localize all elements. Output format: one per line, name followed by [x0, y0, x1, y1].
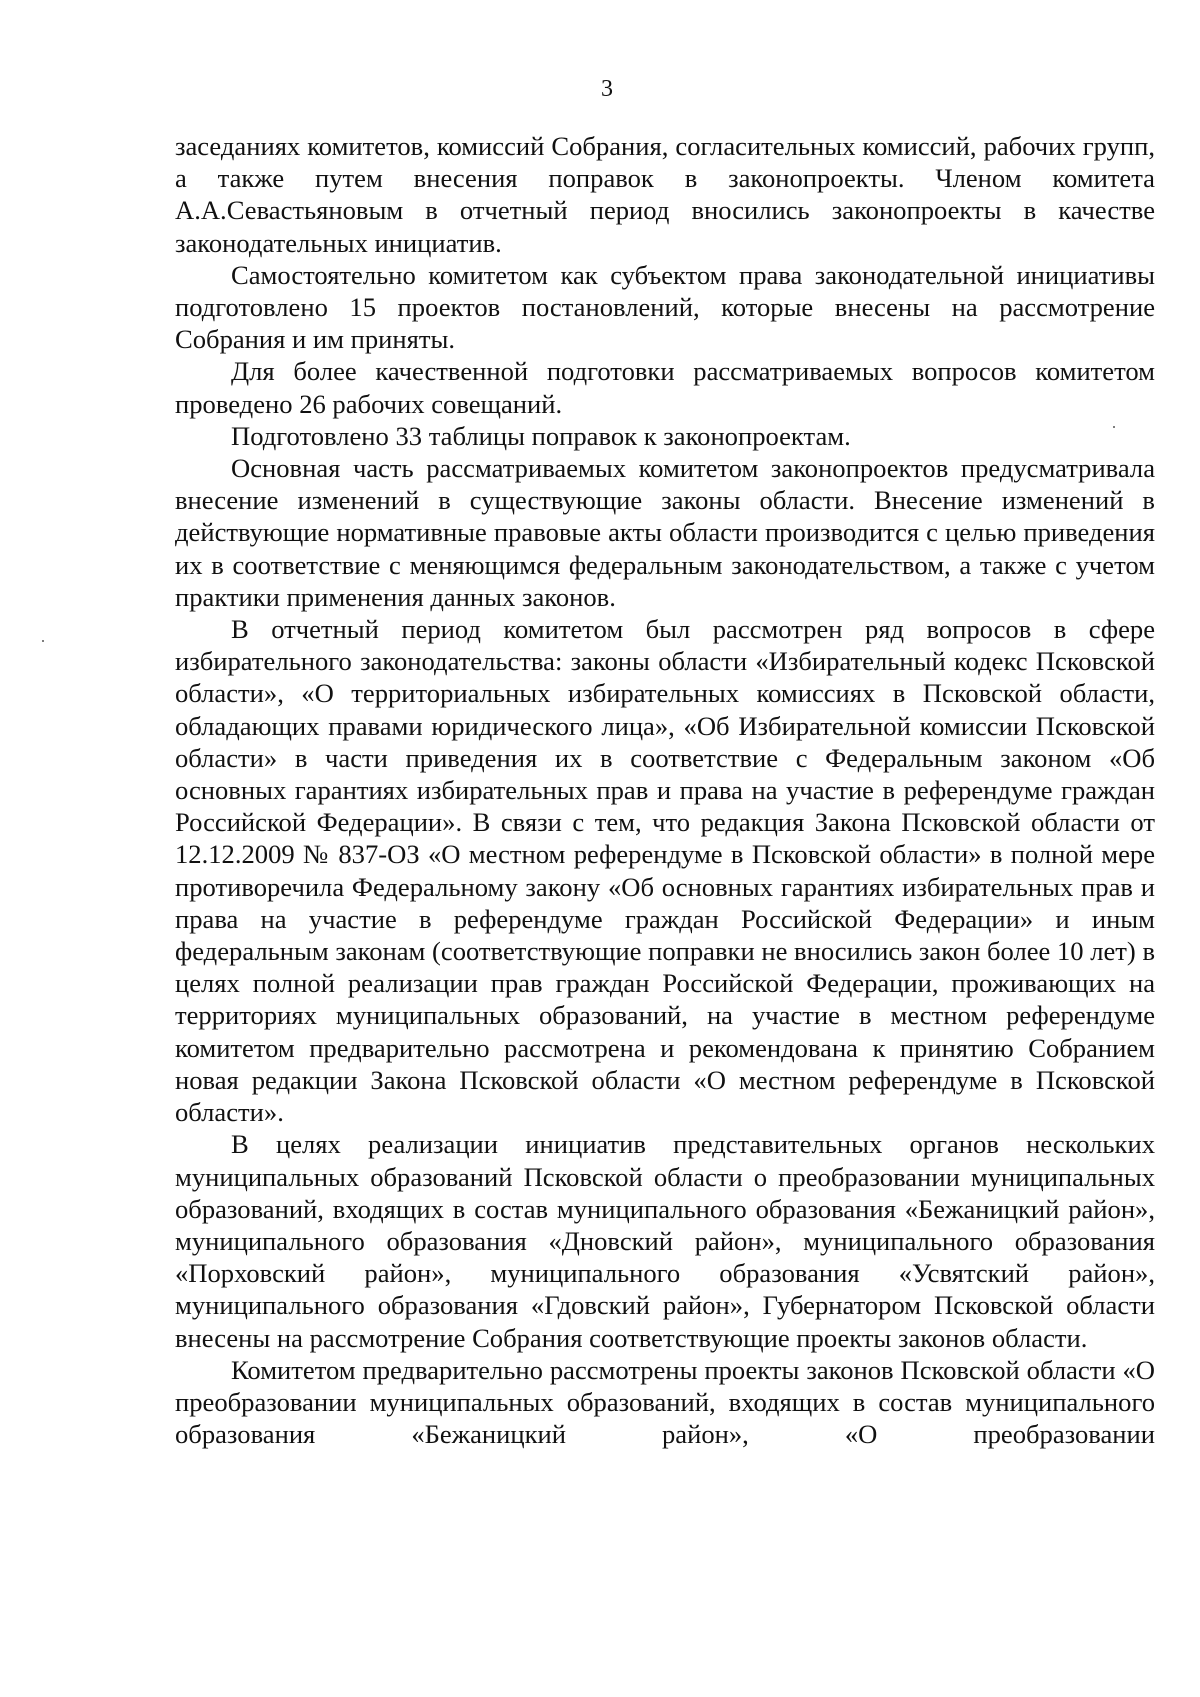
- paragraph-meetings: Для более качественной подготовки рассматриваемых вопросов комитетом проведено 26 рабочих совещаний.: [175, 356, 1155, 419]
- document-body: [175, 130, 1155, 1450]
- paragraph-electoral-legislation: В отчетный период комитетом был рассмотрен ряд вопросов в сфере избирательного законодательства: законы области «Избирательный кодекс Псковской области», «О территориальных избирательных комиссиях в Псковской области, обладающих правами юридического лица», «Об Избирательной комиссии Псковской области» в части приведения их в соответствие с Федеральным законом «Об основных гарантиях избирательных прав и права на участие в референдуме граждан Российской Федерации». В связи с тем, что редакция Закона Псковской области от 12.12.2009 № 837-ОЗ «О местном референдуме в Псковской области» в полной мере противоречила Федеральному закону «Об основных гарантиях избирательных прав и права на участие в референдуме граждан Российской Федерации» и иным федеральным законам (соответствующие поправки не вносились закон более 10 лет) в целях полной реализации прав граждан Российской Федерации, проживающих на территориях муниципальных образований, на участие в местном референдуме комитетом предварительно рассмотрена и рекомендована к принятию Собранием новая редакции Закона Псковской области «О местном референдуме в Псковской области».: [175, 614, 1155, 1128]
- page-number: 3: [601, 76, 613, 102]
- paragraph-committee-initiative: Самостоятельно комитетом как субъектом права законодательной инициативы подготовлено 15 проектов постановлений, которые внесены на рассмотрение Собрания и им приняты.: [175, 259, 1155, 355]
- paragraph-main-part: Основная часть рассматриваемых комитетом законопроектов предусматривала внесение изменений в существующие законы области. Внесение изменений в действующие нормативные правовые акты области производится с целью приведения их в соответствие с меняющимся федеральным законодательством, а также с учетом практики применения данных законов.: [175, 453, 1155, 612]
- paragraph-amendment-tables: Подготовлено 33 таблицы поправок к законопроектам.: [231, 420, 851, 451]
- paragraph-continuation: заседаниях комитетов, комиссий Собрания, согласительных комиссий, рабочих групп, а также путем внесения поправок в законопроекты. Членом комитета А.А.Севастьяновым в отчетный период вносились законопроекты в качестве законодательных инициатив.: [175, 131, 1155, 258]
- paragraph-municipal-transformation: В целях реализации инициатив представительных органов нескольких муниципальных образований Псковской области о преобразовании муниципальных образований, входящих в состав муниципального образования «Бежаницкий район», муниципального образования «Дновский район», муниципального образования «Порховский район», муниципального образования «Усвятский район», муниципального образования «Гдовский район», Губернатором Псковской области внесены на рассмотрение Собрания соответствующие проекты законов области.: [175, 1129, 1155, 1353]
- paragraph-draft-laws: Комитетом предварительно рассмотрены проекты законов Псковской области «О преобразовании муниципальных образований, входящих в состав муниципального образования «Бежаницкий район», «О преобразовании: [175, 1354, 1155, 1450]
- scan-speck: [42, 640, 44, 642]
- scan-speck: [1113, 426, 1115, 428]
